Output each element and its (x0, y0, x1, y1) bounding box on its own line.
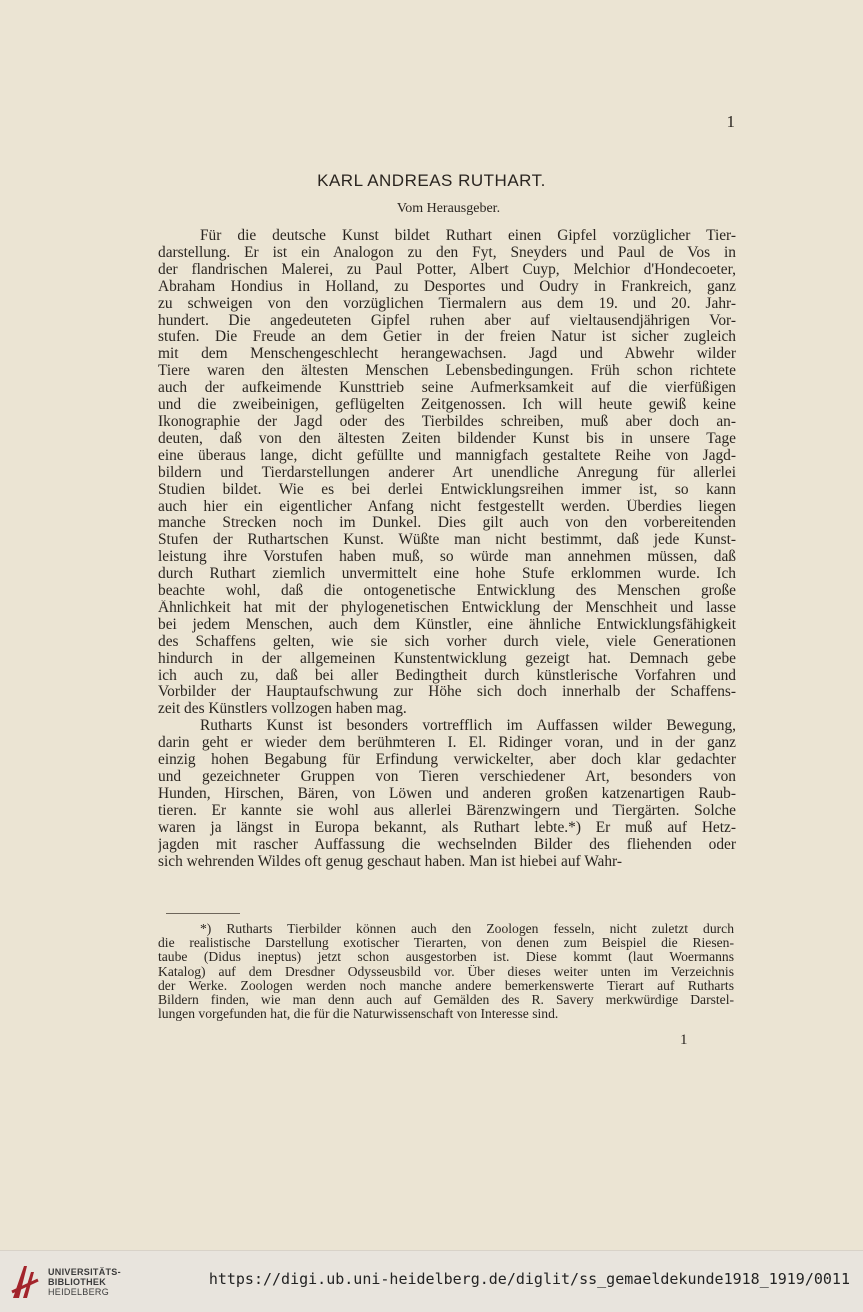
body-text (158, 228, 736, 870)
text-line: bei jedem Menschen, auch dem Künstler, eine ähnliche Entwicklungsfähigkeit (158, 616, 736, 633)
library-logo-text[interactable] (48, 1267, 121, 1297)
text-line: Für die deutsche Kunst bildet Ruthart einen Gipfel vorzüglicher Tier- (200, 228, 736, 244)
footnote-line: Katalog) auf dem Dresdner Odysseusbild vor. Über dieses weiter unten im Verzeichnis (158, 964, 734, 979)
text-line: zu schweigen von den vorzüglichen Tiermalern aus dem 19. und 20. Jahr- (158, 295, 736, 312)
text-line: Ikonographie der Jagd oder des Tierbildes schreiben, muß aber doch an- (158, 413, 736, 430)
footnote-line: taube (Didus ineptus) jetzt schon ausgestorben ist. Diese kommt (laut Woermanns (158, 950, 734, 965)
top-page-number: 1 (726, 112, 735, 131)
footnote-line: lungen vorgefunden hat, die für die Naturwissenschaft von Interesse sind. (158, 1007, 559, 1022)
footnote-line: die realistische Darstellung exotischer Tierarten, von denen zum Beispiel die Riesen- (158, 936, 734, 951)
text-line: Hunden, Hirschen, Bären, von Löwen und anderen großen katzenartigen Raub- (158, 785, 736, 802)
logo-line-3: HEIDELBERG (48, 1287, 110, 1297)
text-line: Vorbilder der Hauptaufschwung zur Höhe sich doch innerhalb der Schaffens- (158, 684, 736, 701)
text-line: darstellung. Er ist ein Analogon zu den Fyt, Sneyders und Paul de Vos in (158, 244, 736, 261)
text-line: manche Strecken noch im Dunkel. Dies gilt auch von den vorbereitenden (158, 515, 736, 532)
footer-bar (0, 1250, 863, 1312)
text-line: hundert. Die angedeuteten Gipfel ruhen aber auf vieltausendjährigen Vor- (158, 312, 736, 329)
text-line: tieren. Er kannte sie wohl aus allerlei Bärenzwingern und Tiergärten. Solche (158, 802, 736, 819)
text-line: mit dem Menschengeschlecht herangewachsen. Jagd und Abwehr wilder (158, 346, 736, 363)
text-line: durch Ruthart ziemlich unvermittelt eine hohe Stufe erklommen wurde. Ich (158, 566, 736, 583)
article-title: KARL ANDREAS RUTHART. (317, 171, 546, 190)
text-line: Abraham Hondius in Holland, zu Desportes und Oudry in Frankreich, ganz (158, 278, 736, 295)
text-line: leistung ihre Vorstufen haben muß, so würde man annehmen müssen, daß (158, 549, 736, 566)
text-line: ich auch zu, daß bei aller Bedingtheit durch künstlerische Vorfahren und (158, 667, 736, 684)
text-line: Ähnlichkeit hat mit der phylogenetischen Entwicklung der Menschheit und lasse (158, 599, 736, 616)
text-line: der flandrischen Malerei, zu Paul Potter, Albert Cuyp, Melchior d'Hondecoeter, (158, 261, 736, 278)
text-line: Rutharts Kunst ist besonders vortrefflich im Auffassen wilder Bewegung, (200, 718, 736, 735)
text-line: jagden mit rascher Auffassung die wechselnden Bilder des fliehenden oder (158, 836, 736, 853)
footnote-line: Bildern finden, wie man denn auch auf Gemälden des R. Savery merkwürdige Darstel- (158, 993, 734, 1008)
text-line: hindurch in der allgemeinen Kunstentwicklung gezeigt hat. Demnach gebe (158, 650, 736, 667)
text-line: deuten, daß von den ältesten Zeiten bildender Kunst bis in unsere Tage (158, 430, 736, 447)
text-line: und die zweibeinigen, geflügelten Zeitgenossen. Ich will heute gewiß keine (158, 397, 736, 414)
paragraph-2 (158, 718, 736, 870)
document-url[interactable]: https://digi.ub.uni-heidelberg.de/diglit/ss_gemaeldekunde1918_1919/0011 (208, 1270, 850, 1288)
text-line: Studien bildet. Wie es bei derlei Entwicklungsreihen immer ist, so kann (158, 481, 736, 498)
text-line: eine überaus lange, dicht gefüllte und mannigfach gestaltete Reihe von Jagd- (158, 447, 736, 464)
text-line: beachte wohl, daß die ontogenetische Entwicklung des Menschen große (158, 583, 736, 600)
logo-line-2: BIBLIOTHEK (48, 1277, 106, 1287)
text-line: bildern und Tierdarstellungen anderer Art unendliche Anregung für allerlei (158, 464, 736, 481)
text-line: einzig hohen Begabung für Erfindung verwickelter, aber doch klar gedachter (158, 752, 736, 769)
footnote-line: *) Rutharts Tierbilder können auch den Zoologen fesseln, nicht zuletzt durch (200, 922, 734, 936)
library-logo-icon[interactable] (10, 1262, 40, 1302)
logo-line-1: UNIVERSITÄTS- (48, 1267, 121, 1277)
article-subtitle: Vom Herausgeber. (396, 201, 501, 216)
footnote-divider (166, 913, 240, 914)
text-line: stufen. Die Freude an dem Getier in der freien Natur ist sicher zugleich (158, 329, 736, 346)
bottom-page-number: 1 (680, 1032, 688, 1048)
text-line: sich wehrenden Wildes oft genug geschaut haben. Man ist hiebei auf Wahr- (158, 853, 622, 870)
footnote-line: der Werke. Zoologen werden noch manche andere bemerkenswerte Tierart auf Rutharts (158, 978, 734, 993)
text-line: und gezeichneter Gruppen von Tieren verschiedener Art, besonders von (158, 769, 736, 785)
text-line: Tiere waren den ältesten Menschen Lebensbedingungen. Früh schon richtete (158, 363, 736, 380)
text-line: auch der aufkeimende Kunsttrieb seine Aufmerksamkeit auf die vierfüßigen (158, 380, 736, 397)
text-line: zeit des Künstlers vollzogen haben mag. (158, 701, 407, 718)
text-line: darin geht er wieder dem berühmteren I. El. Ridinger voran, und in der ganz (158, 735, 736, 752)
text-line: Stufen der Ruthartschen Kunst. Wüßte man nicht bestimmt, daß jede Kunst- (158, 532, 736, 549)
paragraph-1 (158, 228, 736, 718)
footnote (158, 922, 734, 1021)
text-line: waren ja längst in Europa bekannt, als Ruthart lebte.*) Er muß auf Hetz- (158, 819, 736, 836)
text-line: des Schaffens gelten, wie sie sich vorher durch viele, viele Generationen (158, 633, 736, 650)
text-line: auch hier ein eigentlicher Anfang nicht festgestellt werden. Überdies liegen (158, 498, 736, 515)
